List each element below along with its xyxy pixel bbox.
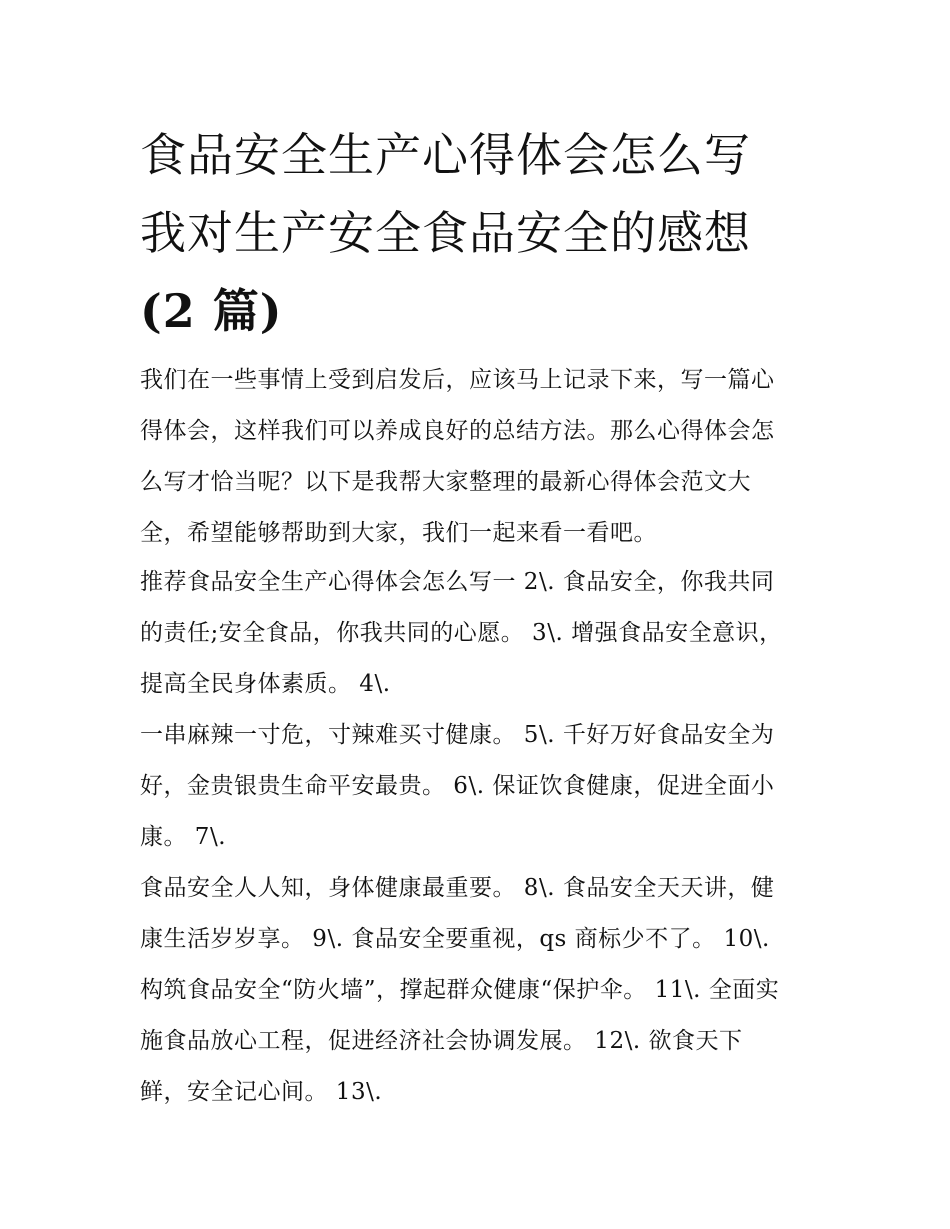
title-line-3: (2 篇) — [140, 284, 283, 338]
intro-line: 得体会，这样我们可以养成良好的总结方法。那么心得体会怎 — [140, 418, 775, 444]
slogan-line: 鲜，安全记心间。 13\. — [140, 1079, 383, 1105]
slogan-line: 提高全民身体素质。 4\. — [140, 671, 391, 697]
slogan-line: 一串麻辣一寸危，寸辣难买寸健康。 5\. 千好万好食品安全为 — [140, 722, 775, 748]
title-line-2: 我对生产安全食品安全的感想 — [140, 206, 751, 260]
slogan-line: 推荐食品安全生产心得体会怎么写一 2\. 食品安全，你我共同 — [140, 569, 775, 595]
slogan-line: 的责任;安全食品，你我共同的心愿。 3\. 增强食品安全意识， — [140, 620, 783, 646]
slogan-line: 施食品放心工程，促进经济社会协调发展。 12\. 欲食天下 — [140, 1028, 743, 1054]
slogan-line: 好，金贵银贵生命平安最贵。 6\. 保证饮食健康，促进全面小 — [140, 773, 775, 799]
intro-line: 全，希望能够帮助到大家，我们一起来看一看吧。 — [140, 520, 657, 546]
intro-paragraph — [140, 355, 830, 559]
slogans-paragraph — [140, 557, 830, 1118]
document-title — [140, 116, 830, 350]
slogan-line: 食品安全人人知，身体健康最重要。 8\. 食品安全天天讲，健 — [140, 875, 775, 901]
title-line-1: 食品安全生产心得体会怎么写 — [140, 128, 751, 182]
slogan-line: 构筑食品安全“防火墙”，撑起群众健康“保护伞。 11\. 全面实 — [140, 977, 780, 1003]
intro-line: 我们在一些事情上受到启发后，应该马上记录下来，写一篇心 — [140, 367, 775, 393]
slogan-line: 康。 7\. — [140, 824, 227, 850]
slogan-line: 康生活岁岁享。 9\. 食品安全要重视，qs 商标少不了。 10\. — [140, 926, 770, 952]
intro-line: 么写才恰当呢？以下是我帮大家整理的最新心得体会范文大 — [140, 469, 751, 495]
